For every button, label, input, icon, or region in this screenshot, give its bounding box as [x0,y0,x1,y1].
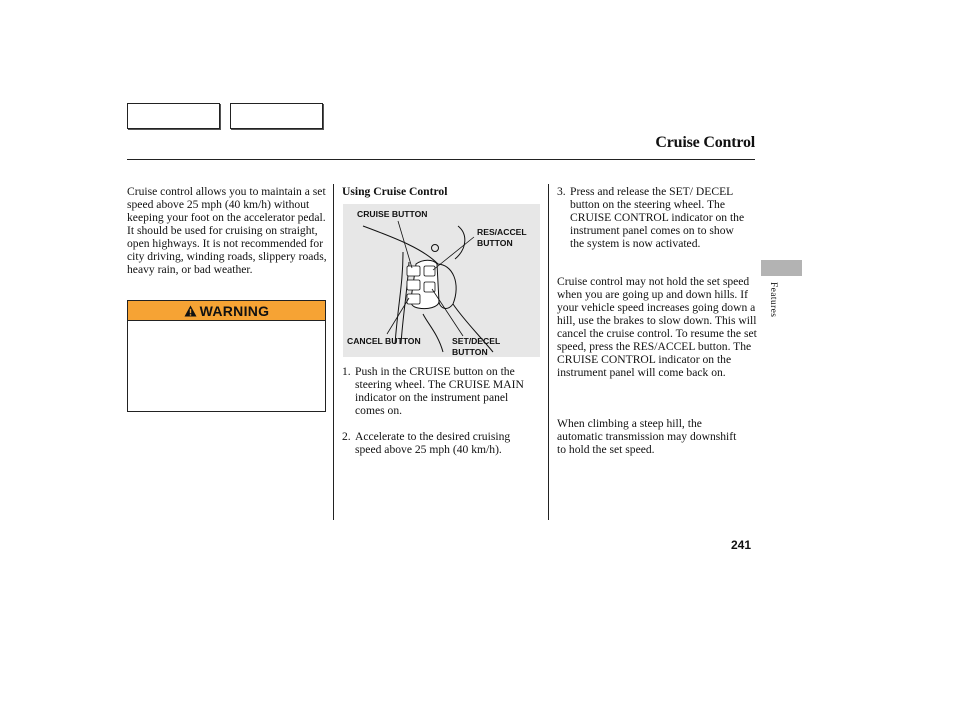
steering-wheel-illustration [343,204,540,357]
callout-set-decel-button: SET/DECEL BUTTON [452,336,501,357]
nav-button-next[interactable] [230,103,323,129]
step-text: Accelerate to the desired cruising speed above 25 mph (40 km/h). [355,430,511,456]
intro-paragraph: Cruise control allows you to maintain a set speed above 25 mph (40 km/h) without keeping your foot on the accelerator pedal. It should be used for cruising on straight, open highways. It is not recommended for city driving, winding roads, slippery roads, heavy rain, or bad weather. [127,185,327,276]
step-number: 3. [557,185,566,198]
step-3 [557,185,749,250]
section-tab [761,260,802,276]
climb-paragraph-wrap [557,417,747,456]
callout-cancel-button: CANCEL BUTTON [347,336,421,346]
page-title: Cruise Control [655,134,755,151]
warning-header [128,301,325,321]
warning-triangle-icon [184,305,197,317]
hills-paragraph-wrap [557,275,761,379]
step-text: Press and release the SET/ DECEL button on the steering wheel. The CRUISE CONTROL indicator on the instrument panel comes on to show the system is now activated. [570,185,745,250]
hills-paragraph: Cruise control may not hold the set speed when you are going up and down hills. If your vehicle speed increases going down a hill, use the brakes to slow down. This will cancel the cruise control. To resume the set speed, press the RES/ACCEL button. The CRUISE CONTROL indicator on the instrument panel will come back on. [557,275,757,379]
section-side-label: Features [768,282,778,318]
section-heading: Using Cruise Control [342,185,448,198]
header-rule [127,159,755,160]
step-1 [342,365,539,417]
column-divider [333,184,334,520]
intro-column [127,185,327,276]
step-2 [342,430,539,456]
nav-button-previous[interactable] [127,103,220,129]
using-column [342,185,542,198]
column-divider [548,184,549,520]
callout-cruise-button: CRUISE BUTTON [357,209,428,219]
callout-res-accel-button: RES/ACCEL BUTTON [477,227,527,248]
step-text: Push in the CRUISE button on the steering wheel. The CRUISE MAIN indicator on the instrument panel comes on. [355,365,524,417]
step-number: 1. [342,365,351,378]
warning-box [127,300,326,412]
page-number: 241 [731,538,752,552]
warning-label: WARNING [199,302,270,319]
climb-paragraph: When climbing a steep hill, the automatic transmission may downshift to hold the set speed. [557,417,737,456]
step-number: 2. [342,430,351,443]
